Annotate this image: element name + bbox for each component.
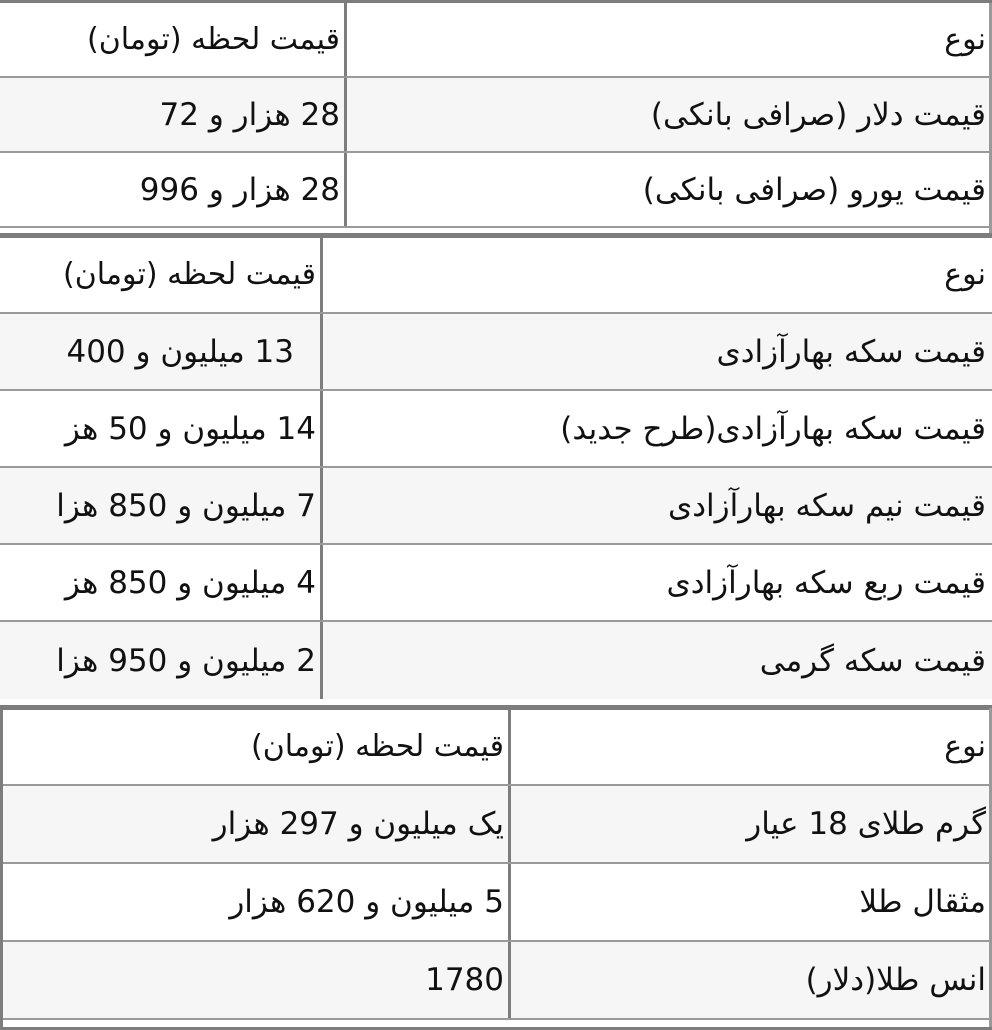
coin-price-table bbox=[0, 233, 992, 710]
header-type-cell: نوع bbox=[508, 708, 992, 784]
type-cell: گرم طلای 18 عیار bbox=[508, 786, 992, 862]
type-cell: قیمت سکه بهارآزادی bbox=[320, 314, 992, 389]
price-cell: 28 هزار و 72 bbox=[159, 96, 340, 133]
gold-price-table bbox=[0, 705, 992, 1030]
header-price-cell: قیمت لحظه (تومان) bbox=[251, 728, 504, 764]
price-cell: یک میلیون و 297 هزار bbox=[212, 806, 504, 842]
price-cell: 1780 bbox=[425, 962, 504, 998]
header-price-cell: قیمت لحظه (تومان) bbox=[63, 257, 316, 292]
table-row bbox=[0, 391, 992, 468]
type-cell: انس طلا(دلار) bbox=[508, 942, 992, 1018]
type-cell: قیمت سکه گرمی bbox=[320, 622, 992, 699]
table-row bbox=[0, 942, 992, 1020]
table-row bbox=[0, 622, 992, 699]
table-header-row bbox=[0, 3, 992, 78]
table-header-row bbox=[0, 237, 992, 314]
table-row bbox=[0, 468, 992, 545]
table-row bbox=[0, 786, 992, 864]
table-header-row bbox=[0, 708, 992, 786]
type-cell: قیمت دلار (صرافی بانکی) bbox=[344, 78, 992, 151]
currency-price-table bbox=[0, 0, 992, 238]
type-cell: مثقال طلا bbox=[508, 864, 992, 940]
type-cell: قیمت ربع سکه بهارآزادی bbox=[320, 545, 992, 620]
price-cell: 7 میلیون و 850 هزا bbox=[56, 487, 316, 524]
table-row bbox=[0, 78, 992, 153]
price-cell: 13 میلیون و 400 bbox=[66, 333, 294, 370]
type-cell: قیمت نیم سکه بهارآزادی bbox=[320, 468, 992, 543]
type-cell: قیمت یورو (صرافی بانکی) bbox=[344, 153, 992, 226]
type-cell: قیمت سکه بهارآزادی(طرح جدید) bbox=[320, 391, 992, 466]
table-border bbox=[0, 708, 3, 1027]
table-row bbox=[0, 153, 992, 228]
table-row bbox=[0, 864, 992, 942]
header-type-cell: نوع bbox=[320, 237, 992, 312]
price-cell: 28 هزار و 996 bbox=[139, 171, 340, 208]
table-row bbox=[0, 314, 992, 391]
table-row bbox=[0, 545, 992, 622]
price-cell: 4 میلیون و 850 هز bbox=[64, 564, 316, 601]
price-cell: 14 میلیون و 50 هز bbox=[64, 410, 316, 447]
price-cell: 5 میلیون و 620 هزار bbox=[229, 884, 504, 920]
header-price-cell: قیمت لحظه (تومان) bbox=[87, 22, 340, 57]
price-cell: 2 میلیون و 950 هزا bbox=[56, 642, 316, 679]
header-type-cell: نوع bbox=[344, 3, 992, 76]
